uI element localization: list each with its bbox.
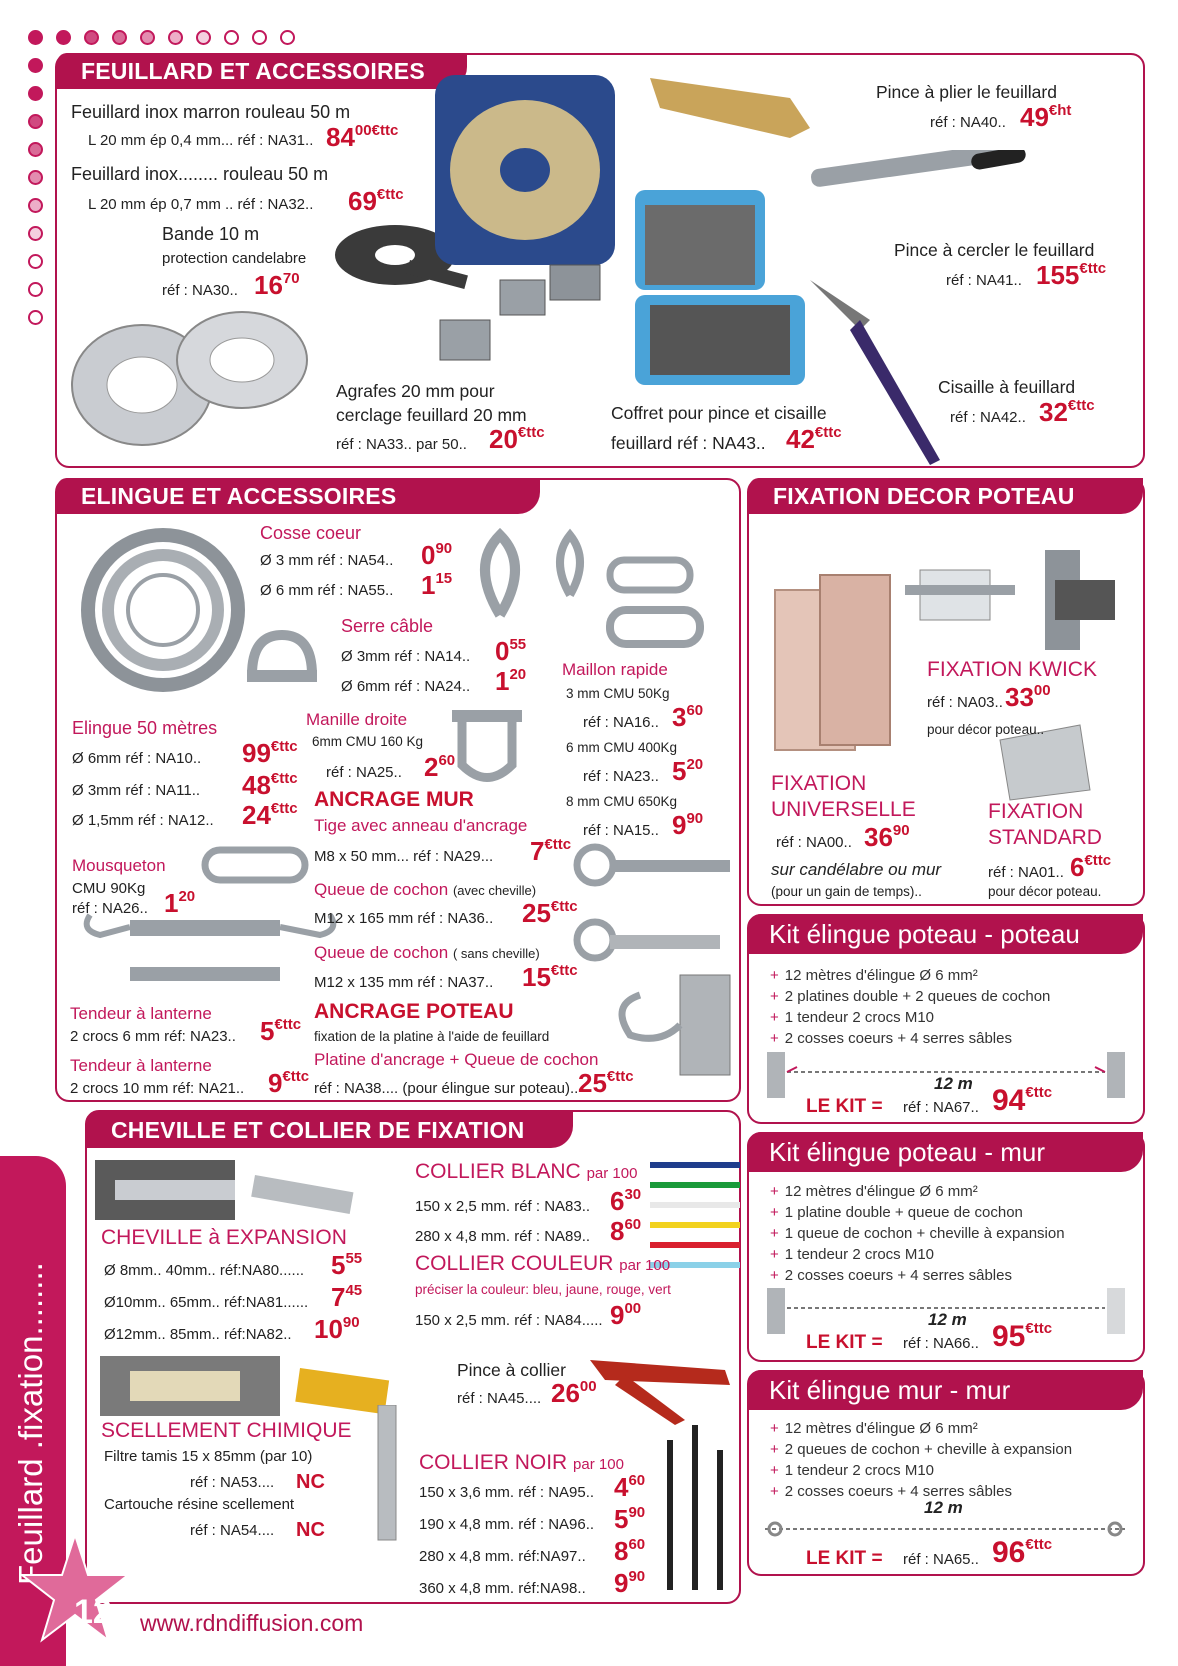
elingue50-price1: $99^{€ttc}$ xyxy=(242,738,298,768)
elingue50-price3: $24^{€ttc}$ xyxy=(242,800,298,830)
kit3-line: + 2 cosses coeurs + 4 serres sâbles xyxy=(770,1483,1012,1500)
agrafes-ref: réf : NA33.. par 50.. xyxy=(336,436,467,453)
elingue50-line1: Ø 6mm réf : NA10.. xyxy=(72,750,202,767)
manille-price: $2^{60}$ xyxy=(424,752,456,782)
serre-line2: Ø 6mm réf : NA24.. xyxy=(341,678,471,695)
feuillard-marron-price: $84^{00€ttc}$ xyxy=(326,122,399,152)
blanc-line1: 150 x 2,5 mm. réf : NA83.. xyxy=(415,1198,591,1215)
blanc-price2: $8^{60}$ xyxy=(610,1216,642,1246)
maillon-price3: $9^{90}$ xyxy=(672,810,704,840)
elingue50-price2: $48^{€ttc}$ xyxy=(242,770,298,800)
coffret-price: $42^{€ttc}$ xyxy=(786,424,842,454)
couleur-title: COLLIER COULEUR par 100 xyxy=(415,1252,671,1275)
dot-icon xyxy=(140,30,155,45)
maillon-spec3: 8 mm CMU 650Kg xyxy=(566,794,678,809)
feuillard-marron-spec: L 20 mm ép 0,4 mm... réf : NA31.. xyxy=(88,132,314,149)
qc1-ref: M12 x 165 mm réf : NA36.. xyxy=(314,910,494,927)
tamis-image xyxy=(370,1405,410,1545)
agrafes-desc: cerclage feuillard 20 mm xyxy=(336,405,527,425)
dot-icon xyxy=(28,142,43,157)
serre-price1: $0^{55}$ xyxy=(495,636,527,666)
tendeur1-spec: 2 crocs 6 mm réf: NA23.. xyxy=(70,1028,236,1045)
kit3-length: 12 m xyxy=(924,1498,963,1517)
bande-price: $16^{70}$ xyxy=(254,270,300,300)
feuillard-inox-spec: L 20 mm ép 0,7 mm .. réf : NA32.. xyxy=(88,196,314,213)
qc1-title: Queue de cochon (avec cheville) xyxy=(314,880,537,899)
agrafes-price: $20^{€ttc}$ xyxy=(489,424,545,454)
dot-icon xyxy=(28,170,43,185)
bande-ref: réf : NA30.. xyxy=(162,282,238,299)
kit1-line: + 2 platines double + 2 queues de cochon xyxy=(770,988,1051,1005)
mousqueton-ref: réf : NA26.. xyxy=(72,900,148,917)
noir-price4: $9^{90}$ xyxy=(614,1568,646,1598)
pince-collier-image xyxy=(585,1350,735,1430)
website-link[interactable]: www.rdndiffusion.com xyxy=(140,1610,364,1636)
scellement-image xyxy=(100,1356,400,1416)
pince-plier-name: Pince à plier le feuillard xyxy=(876,82,1057,102)
tendeur-image xyxy=(80,905,340,995)
dot-icon xyxy=(28,198,43,213)
tige-title: Tige avec anneau d'ancrage xyxy=(314,816,528,835)
elingue50-line2: Ø 3mm réf : NA11.. xyxy=(72,782,201,799)
noir-price3: $8^{60}$ xyxy=(614,1536,646,1566)
qc2-ref: M12 x 135 mm réf : NA37.. xyxy=(314,974,494,991)
ancrage-poteau-title: ANCRAGE POTEAU xyxy=(314,1000,514,1023)
dot-icon xyxy=(84,30,99,45)
kit3-line: + 1 tendeur 2 crocs M10 xyxy=(770,1462,935,1479)
scellement-nc2: NC xyxy=(296,1519,325,1541)
pince-plier-image xyxy=(640,58,840,148)
noir-line4: 360 x 4,8 mm. réf:NA98.. xyxy=(419,1580,586,1597)
platine-price: $25^{€ttc}$ xyxy=(578,1068,634,1098)
tendeur1-price: $5^{€ttc}$ xyxy=(260,1016,302,1046)
scellement-title: SCELLEMENT CHIMIQUE xyxy=(101,1419,352,1442)
standard-price: $6^{€ttc}$ xyxy=(1070,852,1112,882)
elingue50-title: Elingue 50 mètres xyxy=(72,718,218,738)
blanc-title: COLLIER BLANC par 100 xyxy=(415,1160,638,1183)
manille-title: Manille droite xyxy=(306,710,408,729)
dot-icon xyxy=(224,30,239,45)
standard-title2: STANDARD xyxy=(988,826,1102,849)
feuillard-inox-price: $69^{€ttc}$ xyxy=(348,186,404,216)
qc2-title: Queue de cochon ( sans cheville) xyxy=(314,943,540,962)
manille-image xyxy=(442,705,532,790)
dot-icon xyxy=(28,86,43,101)
pince-plier-ref: réf : NA40.. xyxy=(930,114,1006,131)
feuillard-marron-name: Feuillard inox marron rouleau 50 m xyxy=(71,102,351,122)
couleur-line1: 150 x 2,5 mm. réf : NA84..... xyxy=(415,1312,603,1329)
feuillard-dispenser-image xyxy=(405,55,645,285)
kit2-line: + 1 queue de cochon + cheville à expansion xyxy=(770,1225,1065,1242)
universelle-title2: UNIVERSELLE xyxy=(771,798,916,821)
kit1-length: 12 m xyxy=(934,1074,973,1093)
fixation-kwick-pole-image xyxy=(1025,545,1125,655)
feuillard-title: FEUILLARD ET ACCESSOIRES xyxy=(57,53,467,89)
mousqueton-price: $1^{20}$ xyxy=(164,888,196,918)
kit2-line: + 12 mètres d'élingue Ø 6 mm² xyxy=(770,1183,978,1200)
fixation-kwick-image xyxy=(900,550,1020,640)
noir-line2: 190 x 4,8 mm. réf : NA96.. xyxy=(419,1516,595,1533)
tendeur2-price: $9^{€ttc}$ xyxy=(268,1068,310,1098)
dot-icon xyxy=(252,30,267,45)
scellement-ref2: réf : NA54.... xyxy=(190,1522,275,1539)
agrafes-image xyxy=(420,260,620,380)
blanc-price1: $6^{30}$ xyxy=(610,1186,642,1216)
ancrage-image xyxy=(570,835,740,1085)
kwick-price: $33^{00}$ xyxy=(1005,682,1051,712)
fixation-universelle-image xyxy=(770,570,900,760)
tige-ref: M8 x 50 mm... réf : NA29... xyxy=(314,848,494,865)
dot-icon xyxy=(196,30,211,45)
dot-icon xyxy=(28,30,43,45)
pince-cercler-image xyxy=(800,150,1030,230)
dot-icon xyxy=(168,30,183,45)
collier-noir-image xyxy=(660,1420,740,1600)
serre-line1: Ø 3mm réf : NA14.. xyxy=(341,648,471,665)
kit1-line: + 2 cosses coeurs + 4 serres sâbles xyxy=(770,1030,1012,1047)
pince-cercler-name: Pince à cercler le feuillard xyxy=(894,240,1095,260)
scellement-ref1: réf : NA53.... xyxy=(190,1474,275,1491)
noir-price1: $4^{60}$ xyxy=(614,1472,646,1502)
dot-icon xyxy=(28,226,43,241)
pince-plier-price: $49^{€ht}$ xyxy=(1020,102,1072,132)
maillon-spec2: 6 mm CMU 400Kg xyxy=(566,740,678,755)
ancrage-poteau-note: fixation de la platine à l'aide de feuillard xyxy=(314,1029,550,1044)
kit2-line: + 2 cosses coeurs + 4 serres sâbles xyxy=(770,1267,1012,1284)
cheville-title: CHEVILLE ET COLLIER DE FIXATION xyxy=(87,1112,573,1148)
dot-icon xyxy=(28,310,43,325)
expansion-price2: $7^{45}$ xyxy=(331,1282,363,1312)
cheville-expansion-image xyxy=(95,1160,375,1220)
couleur-note: préciser la couleur: bleu, jaune, rouge, vert xyxy=(415,1282,671,1297)
tendeur2-title: Tendeur à lanterne xyxy=(70,1056,212,1075)
bande-name: Bande 10 m xyxy=(162,224,260,244)
pince-collier-price: $26^{00}$ xyxy=(551,1378,597,1408)
maillon-price2: $5^{20}$ xyxy=(672,756,704,786)
standard-ref: réf : NA01.. xyxy=(988,864,1064,881)
coffret-name: Coffret pour pince et cisaille xyxy=(611,403,827,423)
maillon-spec1: 3 mm CMU 50Kg xyxy=(566,686,670,701)
tendeur1-title: Tendeur à lanterne xyxy=(70,1004,212,1023)
dot-icon xyxy=(28,254,43,269)
kit2-line: + 1 tendeur 2 crocs M10 xyxy=(770,1246,935,1263)
star-icon xyxy=(20,1530,130,1650)
kit1-ref: réf : NA67.. xyxy=(903,1099,979,1116)
expansion-line2: Ø10mm.. 65mm.. réf:NA81...... xyxy=(104,1294,309,1311)
dot-icon xyxy=(56,30,71,45)
cisaille-ref: réf : NA42.. xyxy=(950,409,1026,426)
kit3-line: + 2 queues de cochon + cheville à expansion xyxy=(770,1441,1073,1458)
cosse-line1: Ø 3 mm réf : NA54.. xyxy=(260,552,394,569)
noir-line1: 150 x 3,6 mm. réf : NA95.. xyxy=(419,1484,595,1501)
side-label: Feuillard .fixation........ xyxy=(12,1262,49,1585)
universelle-note2: (pour un gain de temps).. xyxy=(771,884,922,899)
qc1-price: $25^{€ttc}$ xyxy=(522,898,578,928)
cisaille-price: $32^{€ttc}$ xyxy=(1039,397,1095,427)
elingue-title: ELINGUE ET ACCESSOIRES xyxy=(57,478,540,514)
maillon-title: Maillon rapide xyxy=(562,660,668,679)
kit2-ref: réf : NA66.. xyxy=(903,1335,979,1352)
scellement-nc1: NC xyxy=(296,1471,325,1493)
ancrage-mur-title: ANCRAGE MUR xyxy=(314,788,474,811)
manille-ref: réf : NA25.. xyxy=(326,764,402,781)
kit2-label: LE KIT = xyxy=(806,1332,883,1353)
standard-title1: FIXATION xyxy=(988,800,1084,823)
cosse-line2: Ø 6 mm réf : NA55.. xyxy=(260,582,394,599)
elingue-coil-image xyxy=(78,525,248,695)
universelle-price: $36^{90}$ xyxy=(864,822,910,852)
kit2-length: 12 m xyxy=(928,1310,967,1329)
kit1-title: Kit élingue poteau - poteau xyxy=(749,914,1143,954)
mousqueton-spec: CMU 90Kg xyxy=(72,880,146,897)
feuillard-rolls-image xyxy=(62,290,312,460)
serre-title: Serre câble xyxy=(341,616,434,636)
standard-note: pour décor poteau. xyxy=(988,884,1102,899)
maillon-ref3: réf : NA15.. xyxy=(583,822,659,839)
platine-title: Platine d'ancrage + Queue de cochon xyxy=(314,1050,599,1069)
universelle-note1: sur candélabre ou mur xyxy=(771,860,942,879)
expansion-title: CHEVILLE à EXPANSION xyxy=(101,1226,347,1249)
qc2-price: $15^{€ttc}$ xyxy=(522,962,578,992)
page-number: 12 xyxy=(74,1593,112,1631)
kit2-price: $95^{€ttc}$ xyxy=(992,1320,1053,1353)
kit3-label: LE KIT = xyxy=(806,1548,883,1569)
expansion-line3: Ø12mm.. 85mm.. réf:NA82.. xyxy=(104,1326,292,1343)
cosse-title: Cosse coeur xyxy=(260,523,362,543)
expansion-price1: $5^{55}$ xyxy=(331,1250,363,1280)
expansion-line1: Ø 8mm.. 40mm.. réf:NA80...... xyxy=(104,1262,305,1279)
blanc-line2: 280 x 4,8 mm. réf : NA89.. xyxy=(415,1228,591,1245)
universelle-ref: réf : NA00.. xyxy=(776,834,852,851)
tendeur2-spec: 2 crocs 10 mm réf: NA21.. xyxy=(70,1080,245,1097)
manille-spec: 6mm CMU 160 Kg xyxy=(312,734,424,749)
fixation-title: FIXATION DECOR POTEAU xyxy=(749,478,1143,514)
coffret-image xyxy=(625,185,825,395)
kwick-note: pour décor poteau.. xyxy=(927,722,1045,737)
elingue50-line3: Ø 1,5mm réf : NA12.. xyxy=(72,812,214,829)
mousqueton-image xyxy=(200,840,310,890)
dot-icon xyxy=(112,30,127,45)
dot-icon xyxy=(280,30,295,45)
kit3-line: + 12 mètres d'élingue Ø 6 mm² xyxy=(770,1420,978,1437)
maillon-price1: $3^{60}$ xyxy=(672,702,704,732)
kwick-title: FIXATION KWICK xyxy=(927,658,1097,681)
cosse-price1: $0^{90}$ xyxy=(421,540,453,570)
feuillard-inox-name: Feuillard inox........ rouleau 50 m xyxy=(71,164,329,184)
serre-price2: $1^{20}$ xyxy=(495,666,527,696)
kit3-title: Kit élingue mur - mur xyxy=(749,1370,1143,1410)
mousqueton-title: Mousqueton xyxy=(72,856,166,875)
maillon-image xyxy=(600,555,710,655)
expansion-price3: $10^{90}$ xyxy=(314,1314,360,1344)
kit1-line: + 12 mètres d'élingue Ø 6 mm² xyxy=(770,967,978,984)
scellement-line2: Cartouche résine scellement xyxy=(104,1496,295,1513)
scellement-line1: Filtre tamis 15 x 85mm (par 10) xyxy=(104,1448,313,1465)
agrafes-name: Agrafes 20 mm pour xyxy=(336,381,495,401)
pince-cercler-price: $155^{€ttc}$ xyxy=(1036,260,1107,290)
noir-title: COLLIER NOIR par 100 xyxy=(419,1451,624,1474)
pince-collier-ref: réf : NA45.... xyxy=(457,1390,542,1407)
couleur-price1: $9^{00}$ xyxy=(610,1300,642,1330)
cisaille-name: Cisaille à feuillard xyxy=(938,377,1076,397)
kwick-ref: réf : NA03.. xyxy=(927,694,1003,711)
serre-cable-image xyxy=(242,625,322,695)
kit2-line: + 1 platine double + queue de cochon xyxy=(770,1204,1023,1221)
noir-line3: 280 x 4,8 mm. réf:NA97.. xyxy=(419,1548,586,1565)
maillon-ref2: réf : NA23.. xyxy=(583,768,659,785)
noir-price2: $5^{90}$ xyxy=(614,1504,646,1534)
pince-collier-title: Pince à collier xyxy=(457,1360,566,1380)
pince-cercler-ref: réf : NA41.. xyxy=(946,272,1022,289)
coffret-ref: feuillard réf : NA43.. xyxy=(611,433,766,453)
kit2-title: Kit élingue poteau - mur xyxy=(749,1132,1143,1172)
tige-price: $7^{€ttc}$ xyxy=(530,836,572,866)
kit3-diagram xyxy=(760,1514,1130,1544)
kit3-price: $96^{€ttc}$ xyxy=(992,1536,1053,1569)
kit3-ref: réf : NA65.. xyxy=(903,1551,979,1568)
dot-icon xyxy=(28,114,43,129)
bande-desc: protection candelabre xyxy=(162,250,307,267)
kit1-line: + 1 tendeur 2 crocs M10 xyxy=(770,1009,935,1026)
kit1-label: LE KIT = xyxy=(806,1096,883,1117)
universelle-title1: FIXATION xyxy=(771,772,867,795)
maillon-ref1: réf : NA16.. xyxy=(583,714,659,731)
dot-icon xyxy=(28,58,43,73)
kit1-price: $94^{€ttc}$ xyxy=(992,1084,1053,1117)
cosse-price2: $1^{15}$ xyxy=(421,570,453,600)
dot-icon xyxy=(28,282,43,297)
platine-ref: réf : NA38.... (pour élingue sur poteau).. xyxy=(314,1080,579,1097)
